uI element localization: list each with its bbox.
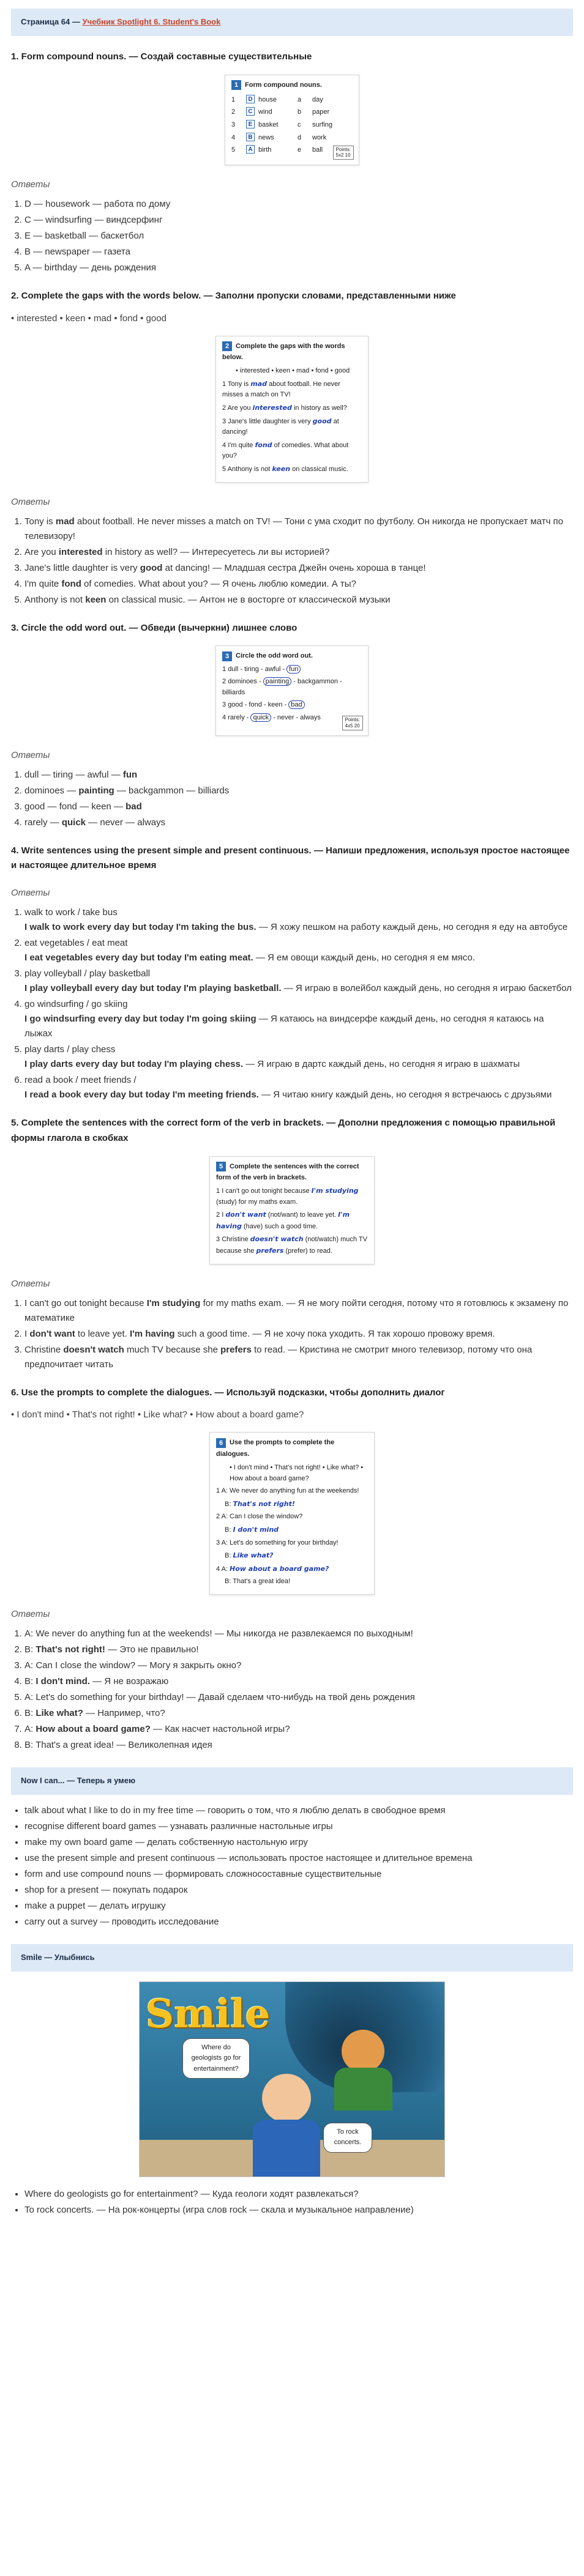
- answer-keyword: mad: [55, 516, 75, 527]
- row-number: 3: [231, 121, 236, 129]
- answer-keyword: How about a board game?: [36, 1723, 151, 1734]
- task-number-badge: 6: [216, 1438, 226, 1448]
- answer-text: B:: [24, 1707, 36, 1718]
- line-number: 2: [216, 1211, 222, 1219]
- filled-answer: keen: [272, 464, 291, 473]
- word-letter: a: [298, 95, 302, 103]
- word-right: paper: [312, 108, 330, 116]
- card-lines: [216, 1186, 368, 1257]
- answer-text: for my maths exam. — Я не могу пойти сегодня, потому что я готовлюсь к экзамену по математике: [24, 1297, 569, 1323]
- answer-text: of comedies. What about you? — Я очень люблю комедии. А ты?: [81, 578, 356, 589]
- answer-item: [24, 784, 573, 798]
- line-number: 4: [222, 441, 228, 449]
- dialogue-reply: [225, 1524, 368, 1536]
- line-number: 2: [216, 1513, 222, 1521]
- answer-item: [24, 1327, 573, 1342]
- boy-head: [262, 2074, 311, 2123]
- card-lines: [216, 1486, 368, 1587]
- answer-text: — Я катаюсь на виндсерфе каждый день, но сегодня я катаюсь на лыжах: [24, 1014, 544, 1039]
- word-left: house: [258, 95, 277, 103]
- row-number: 4: [231, 133, 236, 141]
- line-text: on classical music.: [290, 465, 348, 473]
- line-text: about football. He never misses a match on TV!: [222, 380, 340, 399]
- line-number: 3: [222, 701, 228, 709]
- task-1-figure: [11, 75, 573, 165]
- boy-body: [253, 2120, 320, 2177]
- answer-text: — Я ем овощи каждый день, но сегодня я ем мясо.: [253, 952, 475, 963]
- answer-text: A: Can I close the window? — Могу я закрыть окно?: [24, 1660, 242, 1671]
- task-2-figure: [11, 336, 573, 483]
- line-text: - backgammon - billiards: [222, 678, 342, 696]
- answer-item: [24, 1690, 573, 1705]
- line-text: (not/want) to leave yet.: [266, 1211, 339, 1219]
- answer-item: [24, 577, 573, 592]
- page-header-prefix: Страница 64 —: [21, 17, 83, 26]
- answer-sentence: [24, 951, 573, 965]
- answer-item: [24, 1722, 573, 1737]
- answer-keyword: interested: [58, 546, 103, 557]
- line-number: 5: [222, 465, 228, 473]
- answer-text: — Я не возражаю: [89, 1676, 169, 1687]
- answer-text: I'm quite: [24, 578, 62, 589]
- line-text: Christine: [222, 1236, 250, 1244]
- answer-text: A:: [24, 1723, 36, 1734]
- answer-sentence: [24, 1057, 573, 1072]
- task-6-title: 6. Use the prompts to complete the dialogues. — Используй подсказки, чтобы дополнить диалог: [11, 1387, 445, 1398]
- answer-item: [24, 1642, 573, 1657]
- line-text: B:: [225, 1552, 233, 1560]
- task-5-answers: [11, 1296, 573, 1372]
- answers-label: Ответы: [11, 1278, 50, 1289]
- word-left: birth: [258, 146, 272, 154]
- card-line: [216, 1564, 368, 1587]
- answer-keyword: I go windsurfing every day but today I'm going skiing: [24, 1014, 256, 1025]
- line-text: I can't go out tonight because: [222, 1187, 312, 1195]
- task-6-card: [209, 1432, 375, 1595]
- filled-answer: good: [312, 417, 332, 425]
- task-number-badge: 3: [222, 651, 232, 661]
- card-line: [222, 664, 362, 675]
- word-letter: e: [298, 146, 302, 154]
- filled-answer: I'm having: [216, 1211, 350, 1230]
- filled-answer: prefers: [256, 1247, 284, 1255]
- answer-text: I: [24, 1328, 30, 1339]
- answer-text: such a good time. — Я не хочу пока уходить. Я так хорошо провожу время.: [174, 1328, 495, 1339]
- card-line: [222, 440, 362, 462]
- answer-text: — Я читаю книгу каждый день, но сегодня я встречаюсь с друзьями: [258, 1089, 552, 1101]
- filled-answer: I'm studying: [311, 1187, 359, 1195]
- answer-keyword: I'm studying: [146, 1297, 201, 1308]
- task-6-answers: [11, 1627, 573, 1753]
- word-letter: d: [298, 133, 302, 141]
- answer-keyword: I walk to work every day but today I'm taking the bus.: [24, 922, 256, 933]
- filled-answer: fond: [255, 440, 272, 449]
- word-left: wind: [258, 108, 272, 116]
- circled-word: painting: [263, 677, 292, 686]
- line-text: A: Let's do something for your birthday!: [221, 1539, 339, 1546]
- line-number: 2: [222, 678, 228, 686]
- answer-keyword: prefers: [220, 1344, 252, 1355]
- answers-label: Ответы: [11, 888, 50, 899]
- card-line: [216, 1538, 368, 1562]
- filled-answer: mad: [250, 379, 268, 388]
- task-5-figure: [11, 1156, 573, 1264]
- card-word-box: • I don't mind • That's not right! • Like what? • How about a board game?: [230, 1464, 364, 1482]
- answer-keyword: painting: [78, 785, 114, 796]
- answer-text: A: Let's do something for your birthday! — Давай сделаем что-нибудь на твой день рождения: [24, 1691, 415, 1702]
- answer-item: [24, 1674, 573, 1689]
- line-text: good - fond - keen -: [228, 701, 289, 709]
- answer-text: at dancing! — Младшая сестра Джейн очень хороша в танце!: [162, 562, 426, 573]
- filled-answer: don't want: [225, 1211, 266, 1219]
- textbook-link[interactable]: Учебник Spotlight 6. Student's Book: [82, 17, 221, 26]
- answer-item: [24, 768, 573, 782]
- geologist-body: [334, 2068, 392, 2110]
- line-text: A: Can I close the window?: [221, 1513, 303, 1521]
- card-line: [222, 379, 362, 401]
- card-title: Complete the sentences with the correct form of the verb in brackets.: [216, 1162, 359, 1181]
- dialogue-reply: [225, 1550, 368, 1562]
- answer-box: A: [246, 145, 255, 154]
- card-line: [222, 713, 362, 724]
- answer-item: [24, 967, 573, 996]
- word-letter: c: [298, 121, 301, 129]
- answer-text: — Это не правильно!: [105, 1644, 199, 1655]
- now-i-can-banner: Now I can... — Теперь я умею: [11, 1767, 573, 1795]
- word-right: ball: [312, 146, 323, 154]
- line-text: at dancing!: [222, 417, 339, 436]
- task-1-card: [225, 75, 359, 165]
- answer-sentence: [24, 1012, 573, 1041]
- points-box: [342, 716, 363, 730]
- answer-sentence: [24, 1088, 573, 1102]
- answer-keyword: doesn't watch: [63, 1344, 124, 1355]
- skill-item: • make my own board game — делать собственную настольную игру: [24, 1835, 573, 1850]
- now-i-can-list: [11, 1803, 573, 1929]
- answer-box: D: [246, 95, 255, 103]
- card-line: [216, 1234, 368, 1256]
- skill-item: • recognise different board games — узнавать различные настольные игры: [24, 1819, 573, 1834]
- filled-answer: interested: [252, 403, 292, 412]
- line-number: 3: [216, 1236, 222, 1244]
- points-label: Points:: [335, 146, 351, 152]
- answer-item: [24, 1042, 573, 1072]
- task-6-words: • I don't mind • That's not right! • Like what? • How about a board game?: [11, 1409, 304, 1420]
- line-text: I: [222, 1211, 226, 1219]
- circled-word: bad: [288, 700, 304, 709]
- speech-bubble-question: Where do geologists go for entertainment?: [182, 2038, 250, 2079]
- task-5-title: 5. Complete the sentences with the correct form of the verb in brackets. — Дополни предложения с помощью правильной формы глагола в скобках: [11, 1118, 556, 1143]
- line-text: I'm quite: [228, 441, 255, 449]
- line-number: 4: [216, 1565, 222, 1573]
- answer-keyword: fun: [122, 769, 138, 780]
- word-right: day: [312, 95, 323, 103]
- answer-keyword: I read a book every day but today I'm meeting friends.: [24, 1089, 259, 1101]
- smile-logo: Smile: [146, 1991, 271, 2037]
- answer-text: A: We never do anything fun at the weekends! — Мы никогда не развлекаемся по выходным!: [24, 1628, 413, 1639]
- skill-item: • shop for a present — покупать подарок: [24, 1883, 573, 1898]
- card-title: Circle the odd word out.: [236, 652, 313, 660]
- points-box: [333, 146, 354, 160]
- row-number: 1: [231, 95, 236, 103]
- line-number: 2: [222, 404, 228, 412]
- word-left: basket: [258, 121, 279, 129]
- answer-item: [24, 1738, 573, 1753]
- task-2-words: • interested • keen • mad • fond • good: [11, 313, 167, 324]
- task-number-badge: 1: [231, 80, 241, 90]
- points-label: Points:: [345, 717, 360, 723]
- dialogue-reply: [225, 1576, 368, 1587]
- row-number: 2: [231, 108, 236, 116]
- answer-item: [24, 1296, 573, 1326]
- filled-answer: How about a board game?: [230, 1564, 329, 1573]
- card-lines: [222, 379, 362, 475]
- answer-text: B:: [24, 1644, 36, 1655]
- answer-keyword: I don't mind.: [36, 1676, 90, 1687]
- joke-item: • Where do geologists go for entertainment? — Куда геологи ходят развлекаться?: [24, 2187, 573, 2202]
- line-text: dominoes -: [228, 678, 263, 686]
- filled-answer: That's not right!: [233, 1499, 295, 1508]
- answer-item: [24, 1658, 573, 1673]
- answer-box: C: [246, 107, 255, 116]
- smile-cartoon: [139, 1981, 445, 2177]
- answer-keyword: I play volleyball every day but today I'm playing basketball.: [24, 983, 282, 994]
- answer-keyword: I play darts every day but today I'm playing chess.: [24, 1059, 244, 1070]
- prompt-text: 4. go windsurfing / go skiing: [24, 999, 128, 1010]
- answer-keyword: keen: [85, 594, 107, 605]
- answer-item: 3. E — basketball — баскетбол: [24, 229, 573, 243]
- answer-item: [24, 561, 573, 576]
- answer-text: Anthony is not: [24, 594, 86, 605]
- answer-keyword: Like what?: [36, 1707, 83, 1718]
- task-1-answers: [11, 197, 573, 275]
- answer-item: [24, 800, 573, 814]
- answers-label: Ответы: [11, 496, 50, 507]
- answer-item: [24, 1073, 573, 1102]
- answer-keyword: fond: [61, 578, 81, 589]
- smile-list: [11, 2187, 573, 2218]
- word-right: surfing: [312, 121, 333, 129]
- answer-text: — Как насчет настольной игры?: [150, 1723, 290, 1734]
- answer-text: rarely —: [24, 817, 62, 828]
- answer-item: [24, 936, 573, 965]
- answer-keyword: bad: [125, 801, 142, 812]
- answer-text: Tony is: [24, 516, 56, 527]
- answer-item: [24, 905, 573, 935]
- answer-keyword: I'm having: [129, 1328, 175, 1339]
- line-number: 1: [216, 1487, 222, 1495]
- filled-answer: doesn't watch: [250, 1235, 304, 1244]
- card-line: [222, 416, 362, 438]
- answer-item: 2. C — windsurfing — виндсерфинг: [24, 213, 573, 228]
- line-text: Are you: [227, 404, 253, 412]
- points-value: 5x2 10: [335, 152, 351, 158]
- answer-text: B: That's a great idea! — Великолепная идея: [24, 1739, 212, 1750]
- answer-text: about football. He never misses a match on TV! — Тони с ума сходит по футболу. Он никогда не пропускает матч по телевизору!: [24, 516, 564, 541]
- answer-text: Christine: [24, 1344, 64, 1355]
- answers-label: Ответы: [11, 179, 50, 190]
- line-text: (study) for my maths exam.: [216, 1198, 298, 1206]
- circled-word: fun: [286, 665, 301, 674]
- card-line: [222, 700, 362, 711]
- prompt-text: 2. eat vegetables / eat meat: [24, 938, 128, 949]
- line-number: 4: [222, 713, 228, 721]
- card-line: [222, 464, 362, 475]
- card-title: Use the prompts to complete the dialogues.: [216, 1439, 335, 1458]
- line-text: B:: [225, 1500, 233, 1508]
- answer-text: — Я играю в дартс каждый день, но сегодня я играю в шахматы: [243, 1059, 520, 1070]
- skill-item: • make a puppet — делать игрушку: [24, 1899, 573, 1913]
- answer-keyword: don't want: [29, 1328, 75, 1339]
- answer-item: 1. D — housework — работа по дому: [24, 197, 573, 212]
- card-word-box: • interested • keen • mad • fond • good: [236, 367, 350, 375]
- answer-text: I can't go out tonight because: [24, 1297, 147, 1308]
- page-header-banner: [11, 9, 573, 36]
- skill-item: • use the present simple and present continuous — использовать простое настоящее и длительное времена: [24, 1851, 573, 1866]
- answer-item: 5. A — birthday — день рождения: [24, 261, 573, 275]
- smile-figure: [11, 1981, 573, 2177]
- task-number-badge: 2: [222, 341, 232, 351]
- answer-item: [24, 997, 573, 1041]
- points-value: 4x5 20: [345, 722, 360, 729]
- line-text: - never - always: [271, 713, 321, 721]
- card-line: [216, 1512, 368, 1535]
- answer-text: to leave yet.: [75, 1328, 130, 1339]
- answer-text: — Я играю в волейбол каждый день, но сегодня я играю баскетбол: [281, 983, 572, 994]
- line-text: in history as well?: [291, 404, 347, 412]
- task-4-title: 4. Write sentences using the present simple and present continuous. — Напиши предложения, используя простое настоящее и настоящее длительное время: [11, 845, 570, 871]
- task-5-card: [209, 1156, 375, 1264]
- answer-keyword: That's not right!: [36, 1644, 105, 1655]
- answer-keyword: quick: [61, 817, 86, 828]
- answer-keyword: I eat vegetables every day but today I'm eating meat.: [24, 952, 253, 963]
- filled-answer: I don't mind: [233, 1525, 279, 1534]
- card-line: [222, 677, 362, 698]
- answer-text: in history as well? — Интересуетесь ли вы историей?: [102, 546, 330, 557]
- answer-text: dull — tiring — awful —: [24, 769, 123, 780]
- answer-item: [24, 815, 573, 830]
- prompt-text: 6. read a book / meet friends /: [24, 1075, 137, 1086]
- card-line: [216, 1186, 368, 1208]
- task-2-title: 2. Complete the gaps with the words below. — Заполни пропуски словами, представленными ниже: [11, 290, 456, 301]
- line-text: A:: [221, 1565, 230, 1573]
- answer-keyword: good: [140, 562, 163, 573]
- line-text: dull - tiring - awful -: [228, 665, 287, 673]
- prompt-text: 5. play darts / play chess: [24, 1044, 116, 1055]
- card-line: [216, 1486, 368, 1510]
- task-3-title: 3. Circle the odd word out. — Обведи (вычеркни) лишнее слово: [11, 622, 298, 633]
- answers-label: Ответы: [11, 1608, 50, 1619]
- line-text: A: We never do anything fun at the weekends!: [221, 1487, 359, 1495]
- line-number: 3: [216, 1539, 222, 1546]
- answer-text: on classical music. — Антон не в восторге от классической музыки: [106, 594, 391, 605]
- prompt-text: 1. walk to work / take bus: [24, 907, 118, 918]
- answer-text: — never — always: [86, 817, 166, 828]
- task-3-card: [215, 645, 369, 735]
- line-text: Anthony is not: [227, 465, 272, 473]
- word-right: work: [312, 133, 327, 141]
- task-2-card: [215, 336, 369, 483]
- line-text: (prefer) to read.: [283, 1247, 332, 1255]
- line-text: Tony is: [227, 380, 251, 388]
- task-3-answers: [11, 768, 573, 830]
- answer-sentence: [24, 920, 573, 935]
- geologist-head: [342, 2030, 384, 2073]
- line-number: 1: [216, 1187, 222, 1195]
- line-text: B: That's a great idea!: [225, 1578, 291, 1586]
- card-title: Form compound nouns.: [245, 81, 322, 89]
- card-title: Complete the gaps with the words below.: [222, 342, 345, 361]
- answer-item: 4. B — newspaper — газета: [24, 245, 573, 259]
- task-6-figure: [11, 1432, 573, 1595]
- card-line: [216, 1209, 368, 1232]
- answer-text: — Я хожу пешком на работу каждый день, но сегодня я еду на автобусе: [256, 922, 568, 933]
- answer-item: [24, 593, 573, 607]
- line-text: B:: [225, 1526, 233, 1534]
- line-text: (have) such a good time.: [241, 1222, 318, 1230]
- task-3-figure: [11, 645, 573, 735]
- answer-text: good — fond — keen —: [24, 801, 126, 812]
- answer-sentence: [24, 981, 573, 996]
- skill-item: • carry out a survey — проводить исследование: [24, 1915, 573, 1929]
- smile-banner: Smile — Улыбнись: [11, 1944, 573, 1972]
- word-letter: b: [298, 108, 302, 116]
- line-number: 3: [222, 417, 228, 425]
- answer-text: dominoes —: [24, 785, 79, 796]
- answer-item: [24, 1343, 573, 1372]
- answer-item: [24, 1706, 573, 1721]
- speech-bubble-answer: To rock concerts.: [323, 2123, 372, 2153]
- answer-box: B: [246, 133, 255, 141]
- joke-item: • To rock concerts. — На рок-концерты (игра слов rock — скала и музыкальное направление): [24, 2203, 573, 2218]
- answer-text: Are you: [24, 546, 59, 557]
- line-text: rarely -: [228, 713, 251, 721]
- task-4-answers: [11, 905, 573, 1102]
- answer-text: — backgammon — billiards: [114, 785, 230, 796]
- line-number: 1: [222, 380, 228, 388]
- answer-box: E: [246, 120, 255, 128]
- filled-answer: Like what?: [233, 1551, 274, 1560]
- task-1-title: 1. Form compound nouns. — Создай составные существительные: [11, 51, 312, 62]
- line-text: Jane's little daughter is very: [228, 417, 313, 425]
- task-number-badge: 5: [216, 1162, 226, 1171]
- word-left: news: [258, 133, 274, 141]
- row-number: 5: [231, 146, 236, 154]
- answer-item: [24, 514, 573, 544]
- line-number: 1: [222, 665, 228, 673]
- answer-text: B:: [24, 1676, 36, 1687]
- prompt-text: 3. play volleyball / play basketball: [24, 968, 151, 979]
- circled-word: quick: [250, 713, 271, 722]
- line-text: of comedies. What about you?: [222, 441, 349, 460]
- answer-text: Jane's little daughter is very: [24, 562, 140, 573]
- card-lines: [222, 664, 362, 724]
- answer-item: [24, 1627, 573, 1641]
- answers-label: Ответы: [11, 749, 50, 760]
- answer-text: to read. — Кристина не смотрит много телевизор, потому что она предпочитает читать: [24, 1344, 533, 1370]
- answer-item: [24, 545, 573, 560]
- skill-item: • form and use compound nouns — формировать сложносоставные существительные: [24, 1867, 573, 1882]
- answer-text: much TV because she: [124, 1344, 221, 1355]
- task-2-answers: [11, 514, 573, 607]
- dialogue-reply: [225, 1499, 368, 1510]
- line-text: (not/watch) much TV because she: [216, 1236, 367, 1255]
- card-line: [222, 403, 362, 414]
- answer-text: — Например, что?: [83, 1707, 165, 1718]
- skill-item: • talk about what I like to do in my free time — говорить о том, что я люблю делать в свободное время: [24, 1803, 573, 1818]
